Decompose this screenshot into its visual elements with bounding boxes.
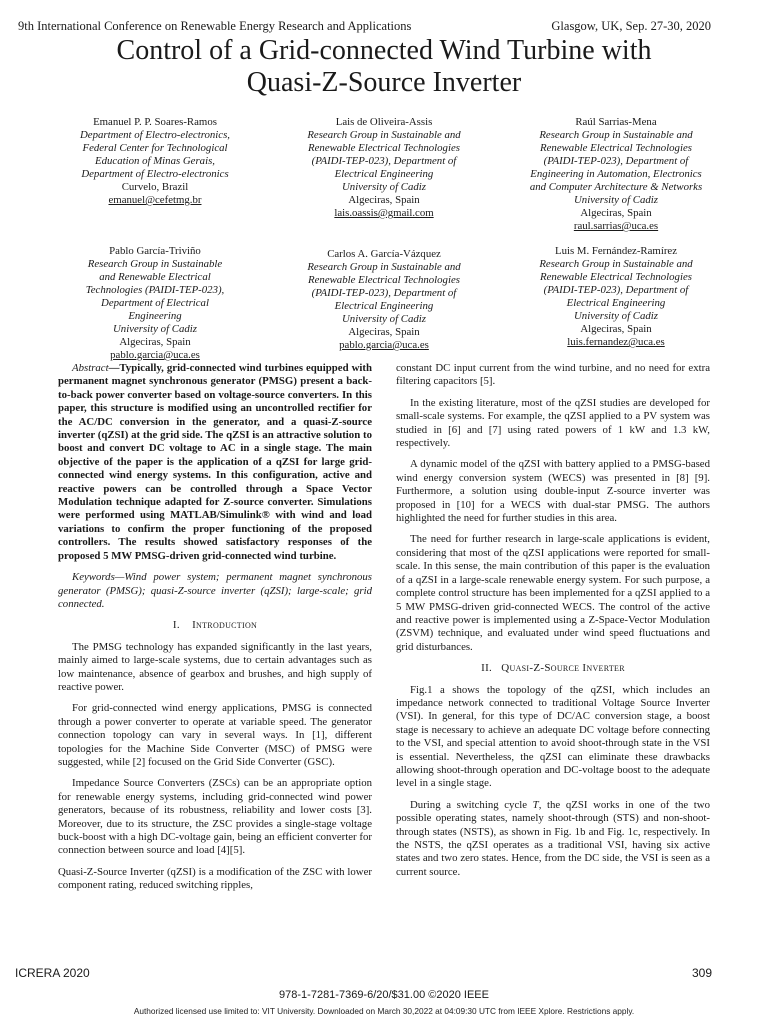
author-location: Curvelo, Brazil xyxy=(121,181,189,193)
keywords-label: Keywords xyxy=(72,571,115,584)
body-paragraph: The PMSG technology has expanded significantly in the last years, mainly aimed to large-scale systems, due to certain advantages such as low maintenance, absence of gearbox and brushes, and high supply of reactive power. xyxy=(58,640,372,693)
affiliation-line: Renewable Electrical Technologies xyxy=(540,271,692,283)
author-affiliation xyxy=(491,258,741,323)
author-name: Raúl Sarrias-Mena xyxy=(575,116,657,128)
section-title: Introduction xyxy=(192,619,258,632)
author-name: Lais de Oliveira-Assis xyxy=(335,116,433,128)
affiliation-line: and Renewable Electrical xyxy=(99,271,211,283)
keywords-text: —Wind power system; permanent magnet synchronous generator (PMSG); quasi-Z-source inverter (qZSI); large-scale; grid connected. xyxy=(58,571,372,610)
affiliation-line: Engineering xyxy=(128,310,182,322)
author-email-link[interactable]: pablo.garcia@uca.es xyxy=(339,339,429,351)
author-affiliation xyxy=(491,129,741,207)
affiliation-line: Research Group in Sustainable and xyxy=(307,129,461,141)
affiliation-line: Research Group in Sustainable xyxy=(87,258,223,270)
author-affiliation xyxy=(30,258,280,336)
author-name: Pablo García-Triviño xyxy=(109,245,201,257)
body-paragraph: Impedance Source Converters (ZSCs) can be an appropriate option for renewable energy systems, including grid-connected wind power generators, because of its robustness, reliability and lower costs [3]. Moreover, due to its structure, the ZSC provides a single-stage voltage buck-boost with a high DC-voltage gain, being an efficient converter for connection between source and load [4][5]. xyxy=(58,777,372,857)
body-paragraph xyxy=(396,799,710,879)
affiliation-line: Research Group in Sustainable and xyxy=(307,261,461,273)
author-name: Carlos A. García-Vázquez xyxy=(327,248,441,260)
left-column xyxy=(58,362,372,901)
affiliation-line: Department of Electrical xyxy=(101,297,209,309)
affiliation-line: University of Cadiz xyxy=(574,194,658,206)
body-paragraph: Fig.1 a shows the topology of the qZSI, which includes an impedance network connected to traditional Voltage Source Inverter (VSI). In general, for this type of DC/AC conversion stage, a boost stage is necessary to achieve an adequate DC voltage before connecting to the VSI, and special attention to avoid shoot-through state in the VSI is essential. Nevertheless, the qZSI can eliminate these drawbacks allowing shoot-through operation and DC-voltage boost to the adequate level in a single stage. xyxy=(396,683,710,790)
text-run: During a switching cycle xyxy=(410,798,533,811)
affiliation-line: Renewable Electrical Technologies xyxy=(308,142,460,154)
affiliation-line: (PAIDI-TEP-023), Department of xyxy=(311,155,457,167)
isbn-line: 978-1-7281-7369-6/20/$31.00 ©2020 IEEE xyxy=(279,989,489,1001)
author-name: Luis M. Fernández-Ramírez xyxy=(554,245,678,257)
conference-header: 9th International Conference on Renewable Energy Research and Applications xyxy=(18,19,412,33)
author-block-5 xyxy=(259,248,509,352)
title-line-2: Quasi-Z-Source Inverter xyxy=(246,67,522,98)
text-run: , the qZSI works in one of the two possible operating states, namely shoot-through (STS) and non-shoot-through states (NSTS), as shown in Fig. 1b and Fig. 1c, respectively. In the NSTS, the qZSI operates as a traditional VSI, having six active states and two zero states. Hence, from the DC side, the VSI is seen as a current source. xyxy=(396,798,710,878)
conference-location-date: Glasgow, UK, Sep. 27-30, 2020 xyxy=(551,19,711,33)
affiliation-line: (PAIDI-TEP-023), Department of xyxy=(543,284,689,296)
body-paragraph: The need for further research in large-scale applications is evident, considering that most of the qZSI applications were reported for small-scale. In this sense, the main contribution of this paper is the evaluation of a qZSI in a large-scale renewable energy system. For such purpose, a complete control structure has been implemented for a qZSI applied to a 5 MW PMSG-driven grid-connected WECS. The control of the active and reactive power is implemented using a Z-Space-Vector Modulation (ZSVM) technique, and evaluated under wind speed fluctuations and grid disturbances. xyxy=(396,533,710,653)
author-block-2 xyxy=(259,116,509,220)
affiliation-line: Department of Electro-electronics, xyxy=(79,129,230,141)
abstract-text: —Typically, grid-connected wind turbines equipped with permanent magnet synchronous generator (PMSG) present a back-to-back power converter based on voltage-source converters. In this paper, this structure is modified using an uncontrolled rectifier for the AC/DC conversion in the generator, and a quasi-Z-source inverter (qZSI) at the grid side. The qZSI is an attractive solution to boost and convert DC voltage to AC in a single stage. The main objective of the paper is the application of a qZSI for large grid-connected wind energy systems. In this configuration, active and reactive powers can be controlled through a Space Vector Modulation technique adapted for Z-source converter. Simulations were performed using MATLAB/Simulink® with wind and load variations to confirm the proper functioning of the proposed controllers. The results showed satisfactory responses of the proposed 5 MW PMSG-driven grid-connected wind turbine. xyxy=(58,362,372,562)
author-location: Algeciras, Spain xyxy=(348,194,420,206)
author-location: Algeciras, Spain xyxy=(580,207,652,219)
affiliation-line: Research Group in Sustainable and xyxy=(539,129,693,141)
affiliation-line: University of Cadiz xyxy=(342,181,426,193)
affiliation-line: (PAIDI-TEP-023), Department of xyxy=(311,287,457,299)
section-heading-qzsi xyxy=(396,662,710,675)
license-notice: Authorized licensed use limited to: VIT University. Downloaded on March 30,2022 at 04:09:30 UTC from IEEE Xplore. Restrictions apply. xyxy=(133,1006,635,1016)
affiliation-line: University of Cadiz xyxy=(574,310,658,322)
author-name: Emanuel P. P. Soares-Ramos xyxy=(93,116,217,128)
page-number: 309 xyxy=(691,966,712,980)
author-block-1 xyxy=(30,116,280,207)
affiliation-line: (PAIDI-TEP-023), Department of xyxy=(543,155,689,167)
author-block-3 xyxy=(491,116,741,233)
author-location: Algeciras, Spain xyxy=(119,336,191,348)
section-number: I. xyxy=(172,619,180,632)
author-email-link[interactable]: luis.fernandez@uca.es xyxy=(567,336,665,348)
affiliation-line: Electrical Engineering xyxy=(334,168,434,180)
section-title: Quasi-Z-Source Inverter xyxy=(501,662,625,675)
paper-title xyxy=(0,35,768,99)
affiliation-line: Electrical Engineering xyxy=(334,300,434,312)
abstract-paragraph xyxy=(58,362,372,563)
affiliation-line: Federal Center for Technological xyxy=(82,142,228,154)
author-location: Algeciras, Spain xyxy=(348,326,420,338)
body-paragraph: For grid-connected wind energy applications, PMSG is connected through a power converter to operate at variable speed. The generator connection topology can vary in several ways. In [1], different topologies for the Machine Side Converter (MSC) of PMSG were suggested, while [2] focused on the Grid Side Converter (GSC). xyxy=(58,702,372,768)
author-affiliation xyxy=(30,129,280,181)
author-affiliation xyxy=(259,261,509,326)
author-block-6 xyxy=(491,245,741,349)
body-paragraph: constant DC input current from the wind turbine, and no need for extra filtering capacitors [5]. xyxy=(396,362,710,388)
author-email-link[interactable]: raul.sarrias@uca.es xyxy=(573,220,659,232)
title-line-1: Control of a Grid-connected Wind Turbine with xyxy=(116,35,652,66)
affiliation-line: Department of Electro-electronics xyxy=(81,168,229,180)
author-block-4 xyxy=(30,245,280,362)
author-email-link[interactable]: pablo.garcia@uca.es xyxy=(110,349,200,361)
section-heading-introduction xyxy=(58,619,372,632)
affiliation-line: Research Group in Sustainable and xyxy=(539,258,693,270)
author-email-link[interactable]: lais.oassis@gmail.com xyxy=(334,207,434,219)
affiliation-line: Renewable Electrical Technologies xyxy=(308,274,460,286)
author-location: Algeciras, Spain xyxy=(580,323,652,335)
body-paragraph: Quasi-Z-Source Inverter (qZSI) is a modification of the ZSC with lower component rating, reduced switching ripples, xyxy=(58,865,372,892)
author-affiliation xyxy=(259,129,509,194)
body-paragraph: In the existing literature, most of the qZSI studies are developed for small-scale systems. For example, the qZSI applied to a PV system was studied in [6] and [7] using rated powers of 1 kW and 1.3 kW, respectively. xyxy=(396,396,710,450)
affiliation-line: and Computer Architecture & Networks xyxy=(529,181,703,193)
body-paragraph: A dynamic model of the qZSI with battery applied to a PMSG-based wind energy conversion system (WECS) was presented in [8] [9]. Furthermore, a solution using double-input Z-source inverter was proposed in [10] for a WECS with dual-star PMSG. The authors highlighted the need for further studies in this area. xyxy=(396,458,710,525)
affiliation-line: Education of Minas Gerais, xyxy=(95,155,215,167)
affiliation-line: University of Cadiz xyxy=(113,323,197,335)
abstract-label: Abstract xyxy=(72,362,109,374)
affiliation-line: Technologies (PAIDI-TEP-023), xyxy=(85,284,225,296)
right-column xyxy=(396,362,710,887)
affiliation-line: Electrical Engineering xyxy=(566,297,666,309)
affiliation-line: University of Cadiz xyxy=(342,313,426,325)
affiliation-line: Engineering in Automation, Electronics xyxy=(530,168,702,180)
footer-conference: ICRERA 2020 xyxy=(15,966,90,980)
section-number: II. xyxy=(481,662,493,675)
math-symbol: T xyxy=(532,798,539,811)
keywords-paragraph xyxy=(58,571,372,611)
affiliation-line: Renewable Electrical Technologies xyxy=(540,142,692,154)
author-email-link[interactable]: emanuel@cefetmg.br xyxy=(108,194,202,206)
